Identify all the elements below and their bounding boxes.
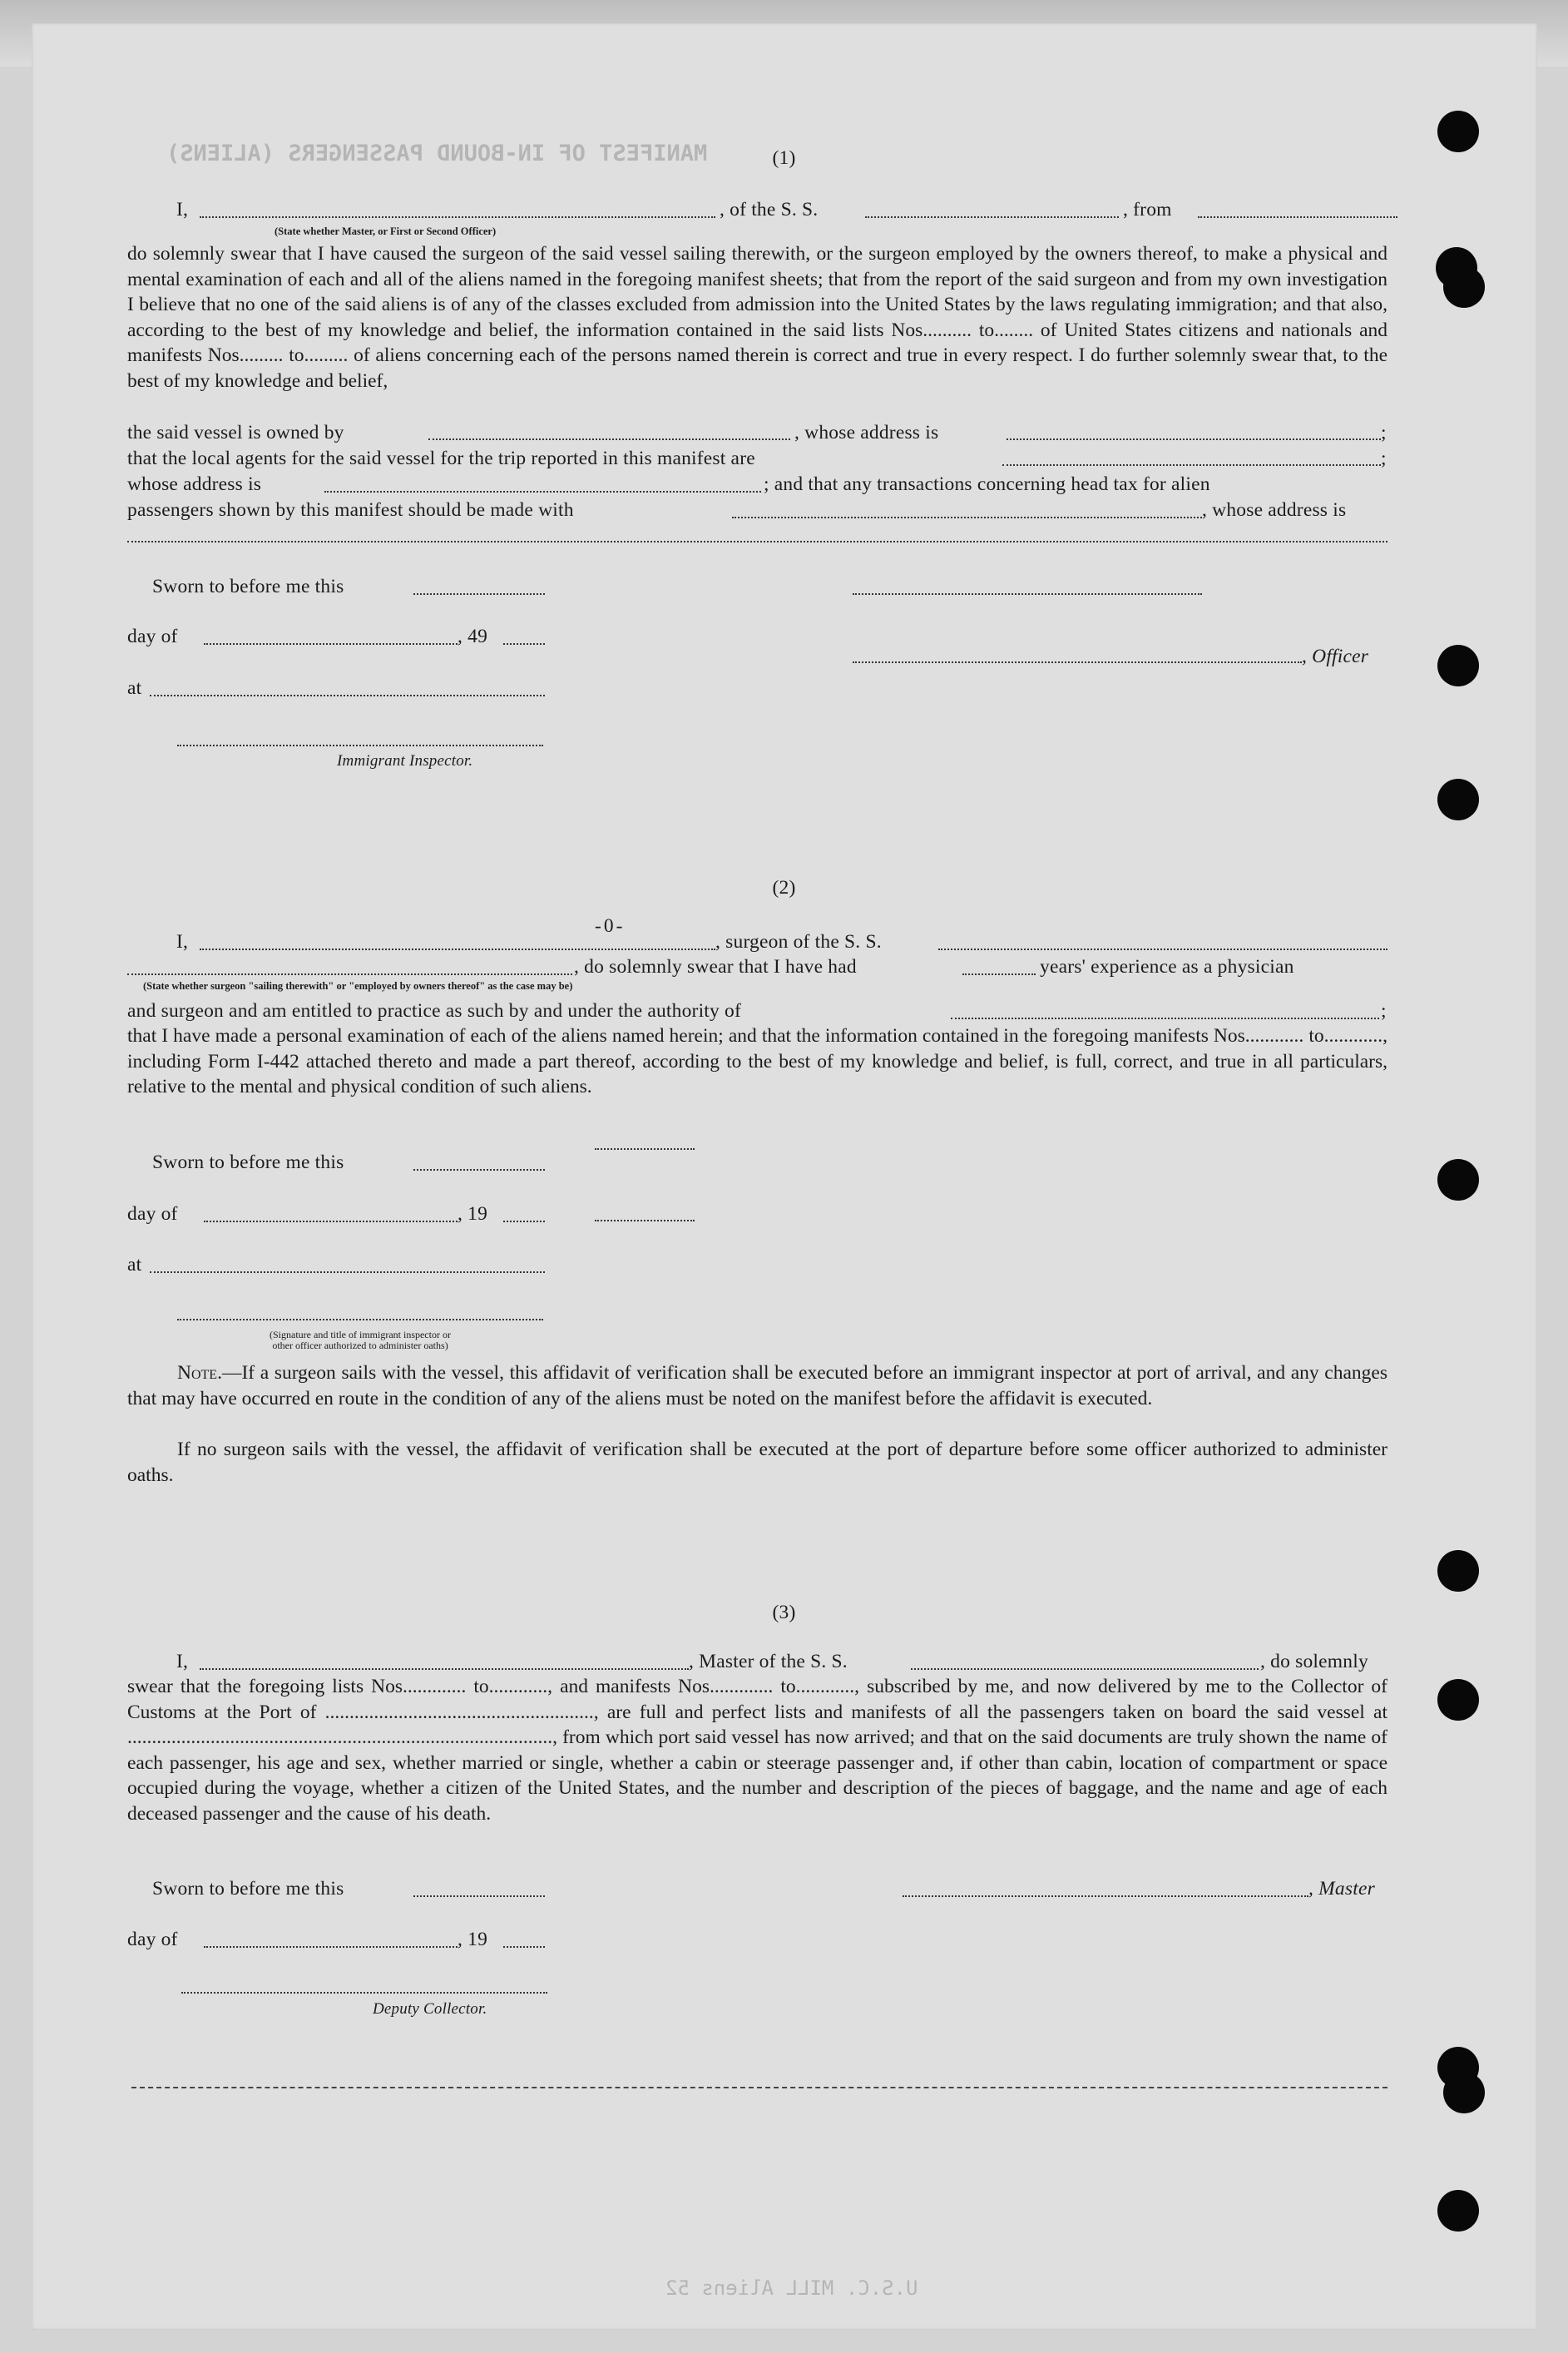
- s2-day-of-label: day of: [127, 1203, 178, 1225]
- s1-head-tax-address-field[interactable]: [127, 539, 1387, 542]
- punch-hole: [1443, 2072, 1485, 2113]
- s3-collector-signature-field[interactable]: [181, 1990, 547, 1994]
- punch-hole: [1437, 111, 1479, 152]
- s3-master-signature-field[interactable]: [903, 1894, 1308, 1897]
- s2-years-label: years' experience as a physician: [1040, 956, 1294, 978]
- s1-day-of-label: day of: [127, 626, 178, 647]
- s3-sworn-label: Sworn to before me this: [152, 1878, 344, 1900]
- s1-paragraph: do solemnly swear that I have caused the surgeon of the said vessel sailing therewith, or the surgeon employed by the owners thereof, to make a physical and mental examination of each and all of the aliens named in the foregoing manifest sheets; that from the report of the said surgeon and from my own investigation I believe that no one of the said aliens is of any of the classes excluded from admission into the United States by the laws regulating immigration; and that also, according to the best of my knowledge and belief, the information contained in the said lists Nos.......... to........ of United States citizens and nationals and manifests Nos......... to......... of aliens concerning each of the persons named therein is correct and true in every respect. I do further solemnly swear that, to the best of my knowledge and belief,: [127, 243, 1387, 392]
- s1-immigrant-inspector-label: Immigrant Inspector.: [337, 752, 473, 770]
- s2-dash-mark: -0-: [595, 915, 626, 937]
- punch-hole: [1437, 2190, 1479, 2232]
- s1-sworn-day-field[interactable]: [413, 592, 545, 595]
- s1-whose-address-label-2: whose address is: [127, 473, 262, 495]
- section-3-number: (3): [772, 1602, 796, 1623]
- s3-paragraph: swear that the foregoing lists Nos............. to............, and manifests Nos............. to............, subscribed by me, and now delivered by me to the Collector of Customs at the Port of ......................................................., are full and perfect lists and manifests of all the passengers taken on board the said vessel at ......................................................................................., from which port said vessel has now arrived; and that on the said documents are truly shown the name of each passenger, his age and sex, whether married or single, whether a cabin or steerage passenger and, if other than cabin, location of compartment or space occupied during the voyage, whether a citizen of the United States, and the number and description of the pieces of baggage, and the name and age of each deceased passenger and the cause of his death.: [127, 1676, 1387, 1825]
- s1-year-field[interactable]: [503, 642, 545, 645]
- s2-month-field[interactable]: [204, 1219, 458, 1222]
- punch-hole: [1437, 1679, 1479, 1721]
- s1-from-label: , from: [1123, 199, 1172, 220]
- punch-hole: [1437, 1550, 1479, 1592]
- s2-mark-line-2: [595, 1218, 695, 1221]
- s2-note: [127, 1360, 1387, 1411]
- s2-vessel-field[interactable]: [938, 947, 1387, 950]
- s2-at-label: at: [127, 1254, 142, 1276]
- bleed-through-footer: U.S.C. MILL Aliens 52: [665, 2276, 918, 2300]
- s2-note-text: —If a surgeon sails with the vessel, this affidavit of verification shall be executed before an immigrant inspector at port of arrival, and any changes that may have occurred en route in the condition of any of the aliens must be noted on the manifest before the affidavit is executed.: [127, 1362, 1387, 1409]
- bleed-through-header: MANIFEST OF IN-BOUND PASSENGERS (ALIENS): [166, 141, 708, 166]
- s2-at-field[interactable]: [150, 1270, 545, 1273]
- s1-owned-by-label: the said vessel is owned by: [127, 422, 344, 443]
- punch-hole: [1437, 1159, 1479, 1201]
- punch-hole: [1443, 266, 1485, 308]
- s2-solemnly-label: , do solemnly swear that I have had: [574, 956, 857, 978]
- s1-officer-signature-top[interactable]: [853, 592, 1202, 595]
- s2-mark-line-1: [595, 1147, 695, 1150]
- s2-inspector-signature-field[interactable]: [177, 1317, 543, 1320]
- section-2-number: (2): [772, 877, 796, 899]
- s3-sworn-day-field[interactable]: [413, 1894, 545, 1897]
- s1-sworn-label: Sworn to before me this: [152, 576, 344, 597]
- s1-owner-field[interactable]: [428, 437, 790, 440]
- s2-sworn-label: Sworn to before me this: [152, 1152, 344, 1173]
- s1-local-agents-label: that the local agents for the said vessel for the trip reported in this manifest are: [127, 448, 755, 469]
- s1-local-agents-field[interactable]: [1002, 463, 1381, 466]
- s2-paragraph: that I have made a personal examination of each of the aliens named herein; and that the information contained in the foregoing manifests Nos............ to............, including Form I-442 attached thereto and made a part thereof, according to the best of my knowledge and belief, is full, correct, and true in all particulars, relative to the mental and physical condition of such aliens.: [127, 1025, 1387, 1098]
- bottom-rule: [131, 2087, 1387, 2088]
- s2-authority-label: and surgeon and am entitled to practice as such by and under the authority of: [127, 1000, 742, 1022]
- s1-from-port-field[interactable]: [1198, 215, 1397, 218]
- s3-deputy-collector-label: Deputy Collector.: [373, 2000, 487, 2018]
- s1-inspector-signature-field[interactable]: [177, 743, 543, 746]
- s1-officer-note: (State whether Master, or First or Second Officer): [275, 225, 497, 237]
- s2-vessel-continued-field[interactable]: [127, 972, 572, 975]
- s2-surgeon-note: (State whether surgeon "sailing therewith" or "employed by owners thereof" as the case may be): [143, 980, 573, 992]
- s1-at-field[interactable]: [150, 693, 545, 696]
- s2-signature-note-2: other officer authorized to administer oaths): [272, 1340, 448, 1351]
- s3-do-solemnly-label: , do solemnly: [1260, 1651, 1368, 1672]
- s2-year-label: , 19: [458, 1203, 488, 1225]
- s3-master-name-field[interactable]: [200, 1667, 689, 1670]
- s1-vessel-name-field[interactable]: [865, 215, 1119, 218]
- s2-note-2: If no surgeon sails with the vessel, the affidavit of verification shall be executed at the port of departure before some officer authorized to administer oaths.: [127, 1439, 1387, 1486]
- s3-master-of-label: , Master of the S. S.: [689, 1651, 848, 1672]
- s1-month-field[interactable]: [204, 642, 458, 645]
- s1-whose-address-label: , whose address is: [794, 422, 939, 443]
- s1-agents-address-field[interactable]: [324, 489, 761, 493]
- s1-of-ss-label: , of the S. S.: [720, 199, 819, 220]
- s3-month-field[interactable]: [204, 1944, 458, 1948]
- s2-sworn-day-field[interactable]: [413, 1167, 545, 1171]
- s2-year-field[interactable]: [503, 1219, 545, 1222]
- s1-at-label: at: [127, 677, 142, 699]
- s1-year-label: , 49: [458, 626, 488, 647]
- punch-hole: [1437, 779, 1479, 820]
- section-1-number: (1): [772, 147, 796, 169]
- s1-owner-address-field[interactable]: [1007, 437, 1381, 440]
- punch-hole: [1437, 645, 1479, 686]
- s2-i-label: I,: [176, 931, 189, 953]
- s1-officer-signature-field[interactable]: [853, 660, 1302, 663]
- s1-passengers-label: passengers shown by this manifest should be made with: [127, 499, 574, 521]
- s2-signature-note-1: (Signature and title of immigrant inspector or: [270, 1329, 451, 1340]
- s1-officer-label: , Officer: [1302, 646, 1369, 667]
- s3-year-field[interactable]: [503, 1944, 545, 1948]
- s2-years-field[interactable]: [962, 972, 1036, 975]
- s2-note-label: Note.: [177, 1362, 222, 1384]
- s3-i-label: I,: [176, 1651, 189, 1672]
- s1-officer-name-field[interactable]: [200, 215, 715, 218]
- s3-vessel-field[interactable]: [911, 1667, 1259, 1670]
- s3-master-label: , Master: [1308, 1878, 1375, 1900]
- s3-day-of-label: day of: [127, 1929, 178, 1950]
- s3-year-label: , 19: [458, 1929, 488, 1950]
- s1-head-tax-contact-field[interactable]: [732, 515, 1202, 518]
- s1-i-label: I,: [176, 199, 189, 220]
- s2-surgeon-name-field[interactable]: [200, 947, 715, 950]
- s1-head-tax-label: ; and that any transactions concerning head tax for alien: [764, 473, 1210, 495]
- s2-surgeon-of-label: , surgeon of the S. S.: [715, 931, 882, 953]
- s1-whose-address-label-3: , whose address is: [1202, 499, 1347, 521]
- s2-authority-field[interactable]: [951, 1016, 1379, 1019]
